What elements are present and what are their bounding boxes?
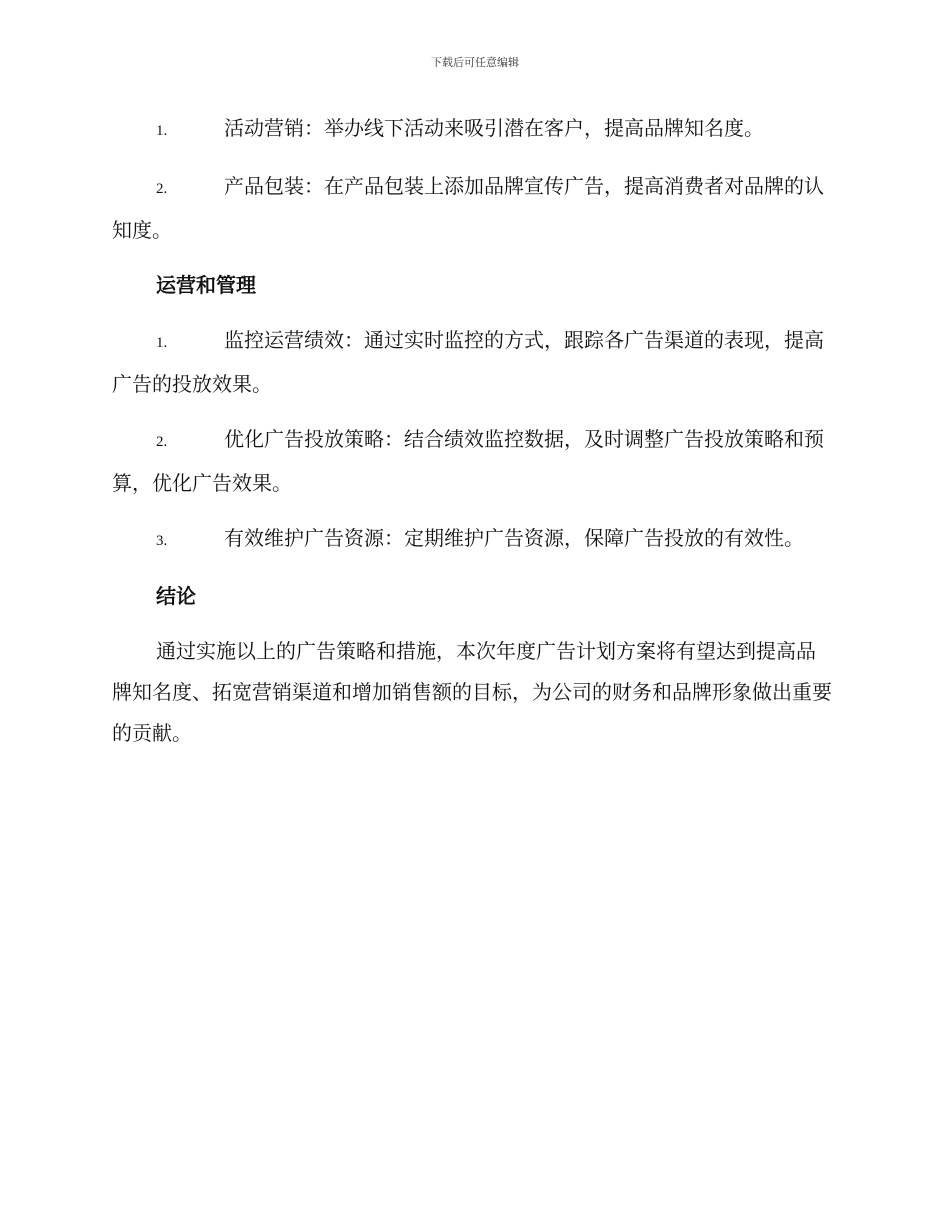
list-item (112, 320, 834, 405)
list-number: 1. (156, 335, 168, 351)
document-body (112, 108, 834, 754)
list-text: 产品包装：在产品包装上添加品牌宣传广告，提高消费者对品牌的认知度。 (112, 174, 824, 242)
list-number: 2. (156, 434, 168, 450)
list-text: 监控运营绩效：通过实时监控的方式，跟踪各广告渠道的表现，提高广告的投放效果。 (112, 328, 824, 396)
page-header: 下载后可任意编辑 (431, 56, 519, 69)
list-number: 3. (156, 533, 168, 549)
list-item (112, 419, 834, 504)
list-text: 优化广告投放策略：结合绩效监控数据，及时调整广告投放策略和预算，优化广告效果。 (112, 427, 824, 495)
list-text: 有效维护广告资源：定期维护广告资源，保障广告投放的有效性。 (224, 526, 804, 550)
list-number: 1. (156, 123, 168, 139)
list-number: 2. (156, 181, 168, 197)
section-heading-conclusion: 结论 (156, 584, 196, 608)
section-heading-operations: 运营和管理 (156, 273, 256, 297)
list-text: 活动营销：举办线下活动来吸引潜在客户，提高品牌知名度。 (224, 116, 764, 140)
conclusion-paragraph: 通过实施以上的广告策略和措施，本次年度广告计划方案将有望达到提高品牌知名度、拓宽营销渠道和增加销售额的目标，为公司的财务和品牌形象做出重要的贡献。 (112, 639, 832, 745)
list-item (112, 518, 834, 562)
list-item (112, 108, 834, 152)
list-item (112, 166, 834, 251)
